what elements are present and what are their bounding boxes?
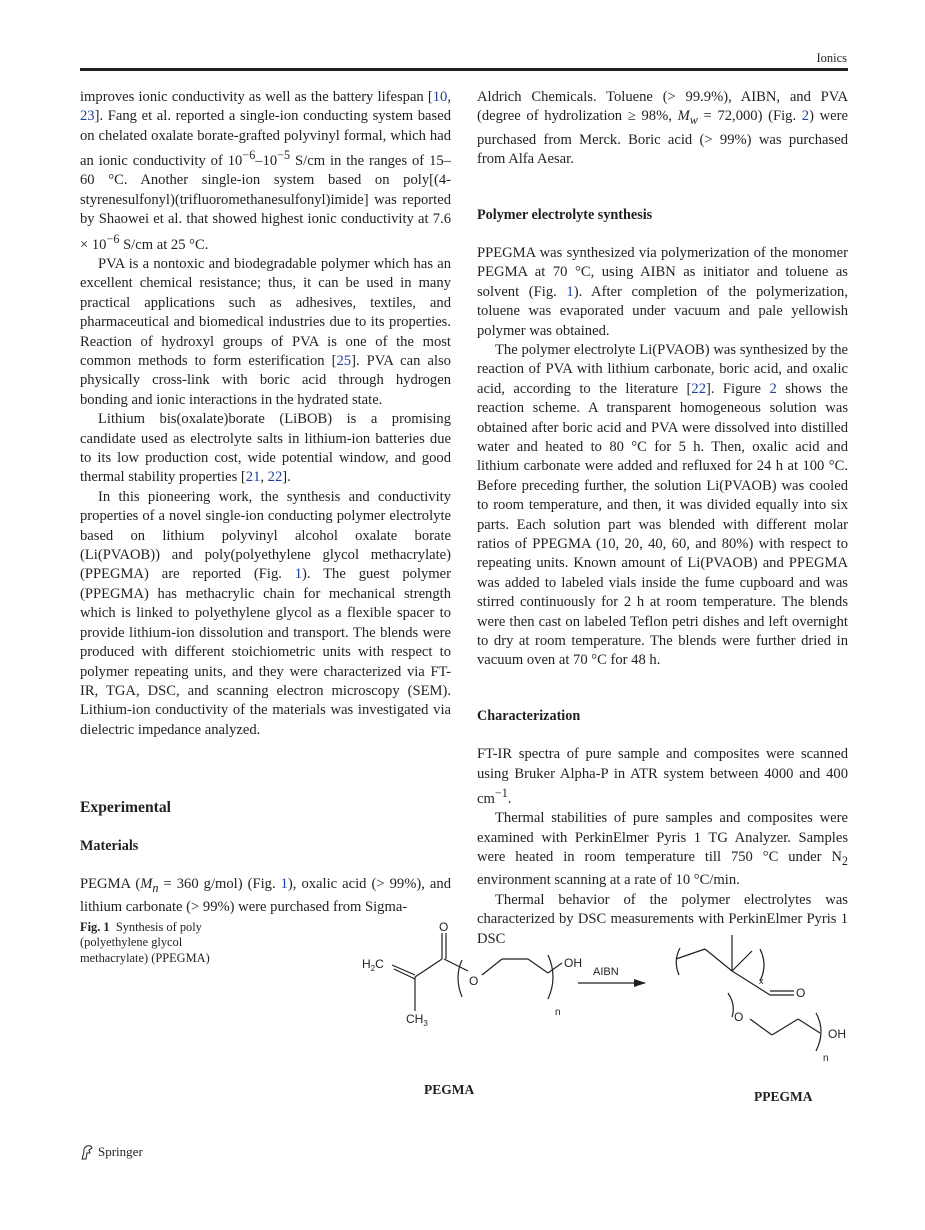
text: , [260, 469, 268, 486]
figure-link[interactable]: 1 [566, 283, 574, 300]
text: –10 [255, 153, 278, 170]
header-rule [80, 68, 848, 71]
citation-link[interactable]: 22 [691, 380, 706, 397]
subscript: w [689, 113, 698, 128]
section-heading: Experimental [80, 799, 171, 817]
text: In this pioneering work, the synthesis and conductivity properties of a novel single-ion conducting polymer electrolyte based on lithium polyvinyl alcohol oxalate borate (Li(PVAOB)) and poly(polyethylene glycol methacrylate) (PPEGMA) are reported (Fig. [80, 488, 451, 583]
text: . [507, 790, 512, 807]
paragraph [80, 875, 451, 918]
text: shows the reaction scheme. A transparent homogeneous solution was obtained after boric acid and PVA were dissolved into distilled water and heated to 80 °C for 5 h. Then, oxalic acid and lithium carbonate were added and refluxed for 24 h at 100 °C. Before preceding further, the solution Li(PVAOB) was cooled to room temperature, and then, it was divided equally into six parts. Each solution part was blended with different molar ratios of PPEGMA (10, 20, 40, 60, and 80%) with respect to repeating units. Known amount of Li(PVAOB) and PPEGMA was added to labeled vials inside the fume cupboard and was stirred continuously for 2 h at room temperature. The blends were then cast on labeled Teflon petri dishes and left overnight to dry at room temperature. The blends were further dried in vacuum oven at 70 °C for 48 h. [477, 380, 848, 669]
paragraph [80, 88, 451, 255]
springer-horse-icon [80, 1144, 94, 1160]
text: S/cm at 25 °C. [119, 236, 209, 253]
citation-link[interactable]: 22 [267, 469, 283, 486]
repeat-index-x: x [759, 976, 764, 986]
superscript: −6 [242, 148, 256, 163]
text: environment scanning at a rate of 10 °C/min. [477, 872, 740, 889]
text: improves ionic conductivity as well as the battery lifespan [ [80, 89, 433, 105]
paragraph [477, 341, 848, 671]
figure-link[interactable]: 1 [280, 875, 288, 892]
subsection-heading: Materials [80, 837, 139, 854]
figure-link[interactable]: 1 [294, 566, 303, 583]
subsection-heading: Characterization [477, 707, 581, 724]
text: = 360 g/mol) (Fig. [158, 875, 281, 892]
text: FT-IR spectra of pure sample and composites were scanned using Bruker Alpha-P in ATR system between 4000 and 400 cm [477, 746, 848, 807]
text: Thermal stabilities of pure samples and composites were examined with PerkinElmer Pyris 1 TG Analyzer. Samples were heated in room temperature till 750 °C under N [477, 810, 848, 866]
text: ). The guest polymer (PPEGMA) has methacrylic chain for mechanical strength which is linked to polyethylene glycol as a flexible spacer to provide lithium-ion dissolution and transport. The blends were produced with different stoichiometric units with respect to polymer repeating units, and they were characterized via FT-IR, TGA, DSC, and scanning electron microscopy (SEM). Lithium-ion conductivity of the materials was investigated via dielectric impedance analyzed. [80, 566, 451, 738]
subscript: 2 [841, 854, 848, 869]
text: ]. [282, 469, 291, 486]
text: The polymer electrolyte Li(PVAOB) was synthesized by the reaction of PVA with lithium carbonate, boric acid, and oxalic acid, according to the literature [ [477, 341, 848, 397]
text: , [447, 89, 451, 105]
atom-oh: OH [564, 956, 582, 970]
text: ]. PVA can also physically cross-link with boric acid through hydrogen bonding and ionic interactions in the hydrated state. [80, 353, 451, 408]
citation-link[interactable]: 25 [336, 353, 352, 369]
atom-o-carbonyl-product: O [796, 986, 806, 1000]
reactant-label: PEGMA [424, 1082, 475, 1097]
figure-link[interactable]: 2 [801, 108, 810, 125]
paragraph [477, 88, 848, 170]
publisher-name: Springer [98, 1144, 143, 1159]
atom-h2c: $H_2C$ [362, 957, 384, 973]
text: Thermal behavior of the polymer electrolytes was characterized by DSC measurements with PerkinElmer Pyris 1 DSC [477, 891, 848, 947]
repeat-index: n [555, 1007, 561, 1018]
subsection-heading: Polymer electrolyte synthesis [477, 206, 653, 223]
subscript: n [152, 880, 159, 895]
product-label: PPEGMA [754, 1089, 813, 1104]
caption-text: Synthesis of poly (polyethylene glycol methacrylate) (PPEGMA) [80, 920, 210, 965]
publisher-footer [80, 1144, 143, 1160]
text: ). After completion of the polymerization, toluene was evaporated under vacuum and pale yellowish polymer was obtained. [477, 283, 848, 339]
figure-caption [80, 920, 228, 966]
paragraph [477, 745, 848, 809]
text: PVA is a nontoxic and biodegradable polymer which has an excellent chemical resistance; thus, it can be used in many practical applications such as adhesives, textiles, and pharmaceutical and biomedical industries due to its properties. Reaction of hydroxyl groups of PVA is one of the most common methods to form esterification [ [80, 255, 451, 369]
italic-symbol: M [677, 108, 690, 125]
text: ]. Fang et al. reported a single-ion conducting system based on chelated oxalate borate-grafted polyvinyl formal, which had an ionic conductivity of 10 [80, 108, 451, 170]
atom-o-carbonyl: O [439, 920, 449, 934]
text: Lithium bis(oxalate)borate (LiBOB) is a promising candidate used as electrolyte salts in lithium-ion batteries due to its low production cost, wide potential window, and good thermal stability properties [ [80, 411, 451, 486]
text: ]. Figure [705, 380, 770, 397]
figure-label: Fig. 1 [80, 920, 110, 934]
journal-name: Ionics [816, 51, 847, 65]
citation-link[interactable]: 23 [80, 108, 95, 125]
paragraph [477, 244, 848, 341]
figure-link[interactable]: 2 [769, 380, 777, 397]
text: = 72,000) (Fig. [697, 108, 802, 125]
text: PPEGMA was synthesized via polymerization of the monomer PEGMA at 70 °C, using AIBN as initiator and toluene as solvent (Fig. [477, 244, 848, 300]
text: Aldrich Chemicals. Toluene (> 99.9%), AIBN, and PVA (degree of hydrolization ≥ 98%, [477, 89, 848, 125]
superscript: −6 [106, 231, 120, 246]
citation-link[interactable]: 10 [432, 89, 448, 105]
superscript: −1 [494, 786, 508, 801]
text: PEGMA ( [80, 875, 141, 892]
paragraph [80, 488, 451, 740]
paragraph [80, 255, 451, 410]
italic-symbol: M [140, 875, 153, 892]
left-column [80, 88, 451, 918]
repeat-index-product: n [823, 1053, 829, 1064]
right-column [477, 88, 848, 949]
citation-link[interactable]: 21 [245, 469, 261, 486]
reagent-label: AIBN [593, 966, 619, 978]
atom-ch3: $CH_3$ [406, 1012, 428, 1028]
paragraph [477, 809, 848, 891]
text: ), oxalic acid (> 99%), and lithium carbonate (> 99%) were purchased from Sigma- [80, 875, 451, 916]
atom-o-ester-product: O [734, 1010, 744, 1024]
text: ) were purchased from Merck. Boric acid (> 99%) was purchased from Alfa Aesar. [477, 108, 848, 168]
paragraph [80, 410, 451, 488]
text: S/cm in the ranges of 15–60 °C. Another single-ion system based on poly[(4-styrenesulfonyl)(trifluoromethanesulfonyl)imide] was reported by Shaowei et al. that showed highest ionic conductivity at 7.6 × 10 [80, 153, 451, 253]
atom-o-ester: O [469, 974, 479, 988]
atom-oh-product: OH [828, 1027, 846, 1041]
superscript: −5 [277, 148, 291, 163]
